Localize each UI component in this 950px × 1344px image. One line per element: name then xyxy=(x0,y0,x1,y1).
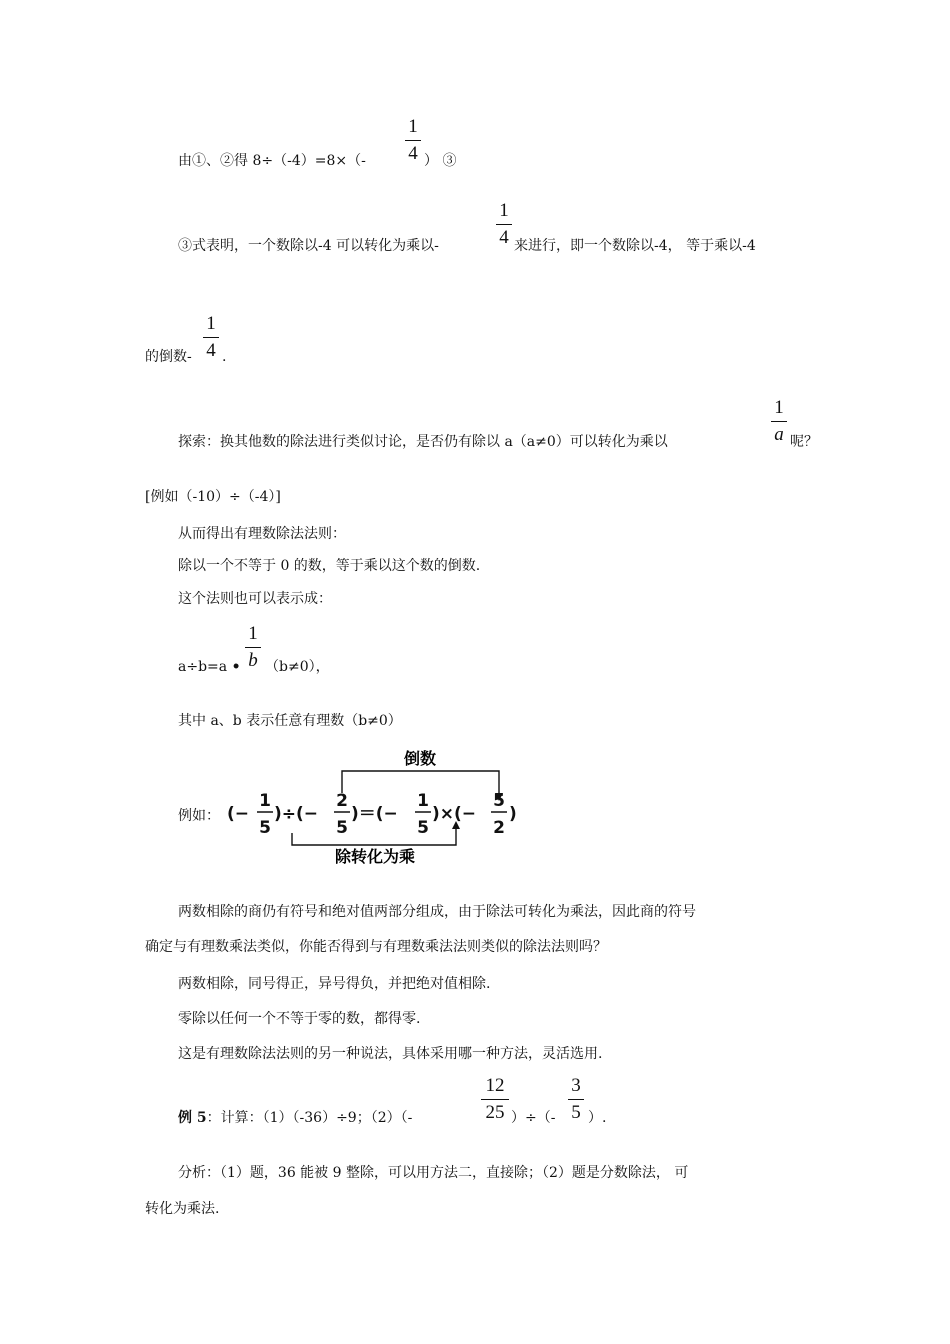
frac-denominator: 4 xyxy=(499,227,509,249)
fraction-one-over-a xyxy=(771,397,787,446)
frac4-num: 5 xyxy=(493,791,505,811)
text-line-1-end xyxy=(424,151,456,171)
frac-denominator: b xyxy=(248,650,258,672)
frac-denominator: 4 xyxy=(408,143,418,165)
frac1-num: 1 xyxy=(259,791,271,811)
op-multiply: )×(− xyxy=(432,804,477,824)
frac2-den: 5 xyxy=(336,818,348,838)
text-line-4-end xyxy=(790,432,818,452)
line1-text-a: 由①、②得 8÷（-4）=8×（- xyxy=(178,153,366,169)
line2-text-a: ③式表明，一个数除以-4 可以转化为乘以- xyxy=(178,238,439,254)
rule-intro: 从而得出有理数除法法则： xyxy=(178,526,346,542)
reciprocal-diagram xyxy=(225,745,535,875)
analysis-line1: 分析：（1）题，36 能被 9 整除，可以用方法二，直接除；（2）题是分数除法， 可 xyxy=(178,1165,689,1181)
text-line-1 xyxy=(178,151,366,171)
text-line-3-end xyxy=(222,347,226,367)
example5-text-a: ：计算：（1）（-36）÷9；（2）（- xyxy=(206,1110,413,1126)
formula-dot: • xyxy=(231,659,241,675)
rule-statement: 除以一个不等于 0 的数，等于乘以这个数的倒数. xyxy=(178,558,481,574)
rule-4: 这是有理数除法法则的另一种说法，具体采用哪一种方法，灵活选用. xyxy=(178,1046,603,1062)
frac-numerator: 3 xyxy=(571,1075,581,1096)
frac-bar xyxy=(245,647,261,648)
formula-text-b: （b≠0）， xyxy=(265,659,330,675)
fraction-one-quarter xyxy=(496,200,512,249)
fraction-3-5 xyxy=(568,1075,584,1124)
frac-denominator: 5 xyxy=(571,1102,581,1124)
frac2-num: 2 xyxy=(336,791,348,811)
example5-mid xyxy=(511,1108,555,1128)
example-bracket-text: [例如（-10）÷（-4）] xyxy=(145,489,281,505)
line4-text-a: 探索：换其他数的除法进行类似讨论，是否仍有除以 a（a≠0）可以转化为乘以 xyxy=(178,434,668,450)
frac-numerator: 1 xyxy=(408,116,418,137)
conversion-bracket xyxy=(292,825,456,845)
frac-numerator: 12 xyxy=(485,1075,505,1096)
frac-numerator: 1 xyxy=(248,623,258,644)
frac3-den: 5 xyxy=(417,818,429,838)
diagram-top-label: 倒数 xyxy=(403,749,437,768)
frac-denominator: 25 xyxy=(485,1102,505,1124)
example5-text-b: ）÷（- xyxy=(511,1110,556,1126)
rule-2: 两数相除，同号得正，异号得负，并把绝对值相除. xyxy=(178,976,491,992)
text-line-2-end xyxy=(514,236,756,256)
line4-text-b: 呢？ xyxy=(790,434,818,450)
example-bracket xyxy=(145,487,281,507)
frac-bar xyxy=(481,1099,509,1100)
line1-text-b: ） ③ xyxy=(424,153,457,169)
where-statement: 其中 a、b 表示任意有理数（b≠0） xyxy=(178,713,402,729)
frac-numerator: 1 xyxy=(499,200,509,221)
formula-condition xyxy=(265,657,330,677)
example5-line xyxy=(178,1108,412,1128)
frac-bar xyxy=(405,140,421,141)
frac3-num: 1 xyxy=(417,791,429,811)
text-line-4 xyxy=(178,432,668,452)
fraction-one-quarter xyxy=(405,116,421,165)
example5-end xyxy=(588,1108,606,1128)
frac1-den: 5 xyxy=(259,818,271,838)
para1-line2: 确定与有理数乘法类似，你能否得到与有理数乘法法则类似的除法法则吗？ xyxy=(145,939,607,955)
frac-bar xyxy=(496,224,512,225)
paren-open-1: (− xyxy=(227,804,250,824)
example5-text-c: ）. xyxy=(588,1110,607,1126)
diagram-prefix: 例如： xyxy=(178,808,220,824)
text-line-3 xyxy=(145,347,192,367)
frac-bar xyxy=(568,1099,584,1100)
line2-text-b: 来进行，即一个数除以-4， 等于乘以-4 xyxy=(514,238,756,254)
fraction-12-25 xyxy=(481,1075,509,1124)
frac-numerator: 1 xyxy=(774,397,784,418)
fraction-one-over-b xyxy=(245,623,261,672)
op-equals: )＝(− xyxy=(351,804,398,824)
example5-label: 例 5 xyxy=(178,1110,207,1126)
line3-text-a: 的倒数- xyxy=(145,349,192,365)
diagram-bottom-label: 除转化为乘 xyxy=(334,847,416,866)
frac-denominator: a xyxy=(774,424,784,446)
rule-expr-intro: 这个法则也可以表示成： xyxy=(178,591,332,607)
para1-line1: 两数相除的商仍有符号和绝对值两部分组成，由于除法可转化为乘法，因此商的符号 xyxy=(178,904,696,920)
frac-bar xyxy=(771,421,787,422)
fraction-one-quarter xyxy=(203,313,219,362)
frac-denominator: 4 xyxy=(206,340,216,362)
paren-close-4: ) xyxy=(509,804,517,824)
analysis-line2: 转化为乘法. xyxy=(145,1201,220,1217)
op-divide: )÷(− xyxy=(274,804,319,824)
frac-numerator: 1 xyxy=(206,313,216,334)
frac-bar xyxy=(203,337,219,338)
text-line-2 xyxy=(178,236,439,256)
formula-text-a: a÷b=a xyxy=(178,659,228,675)
rule-3: 零除以任何一个不等于零的数，都得零. xyxy=(178,1011,421,1027)
line3-text-b: . xyxy=(222,349,227,365)
frac4-den: 2 xyxy=(493,818,505,838)
formula-text xyxy=(178,657,241,677)
